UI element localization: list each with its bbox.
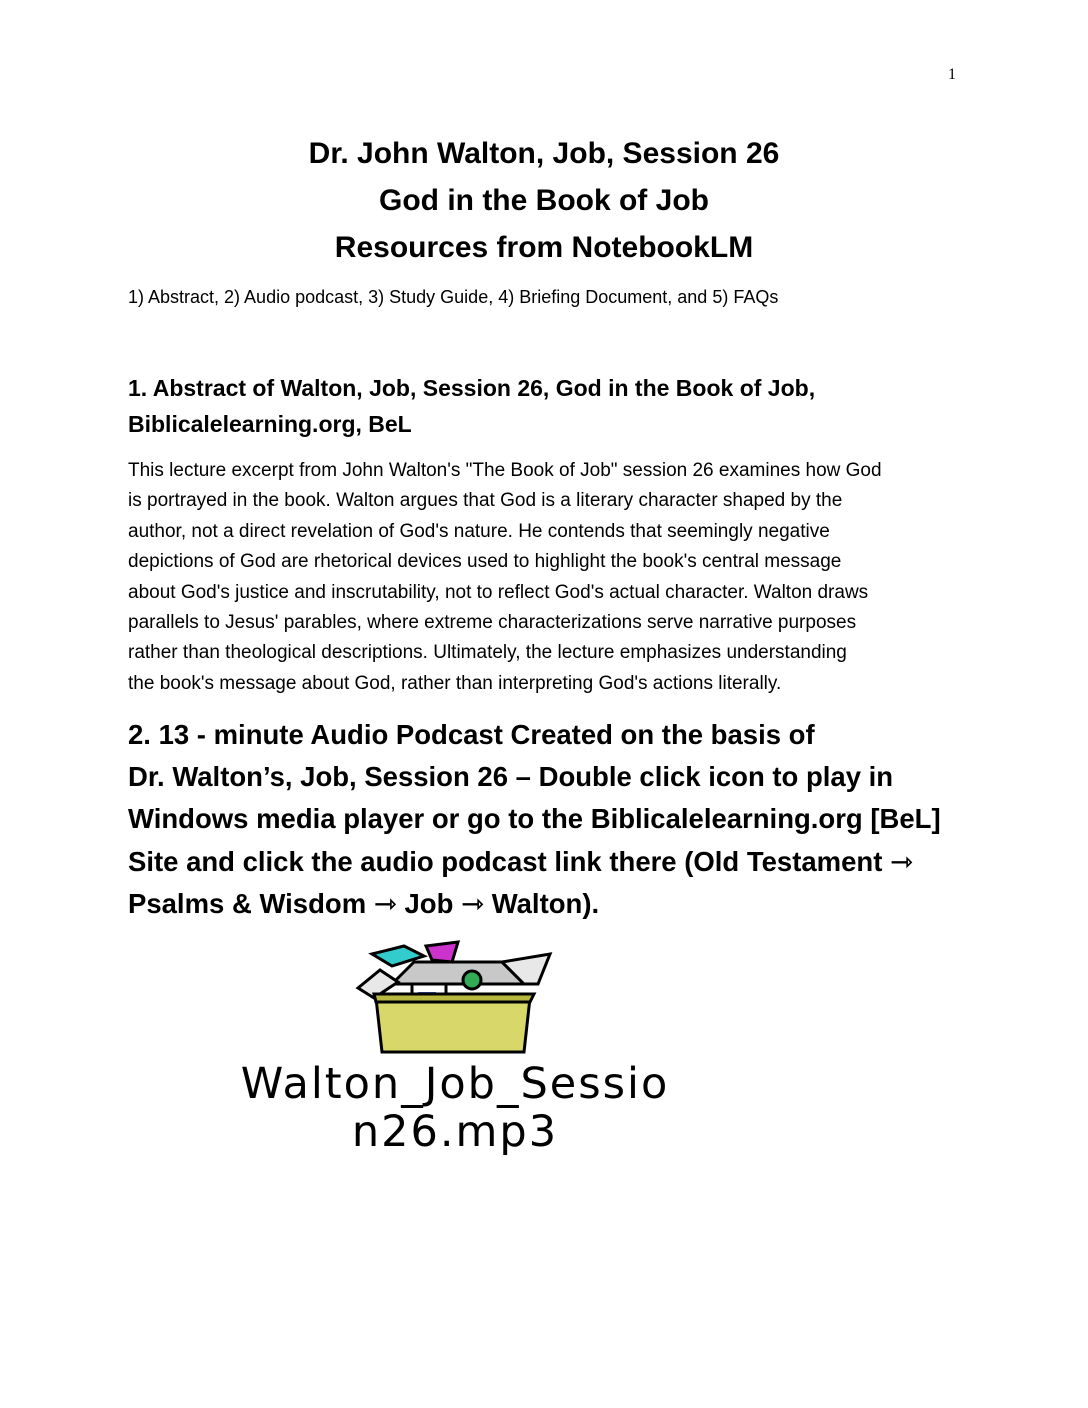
filename-line-1: Walton_Job_Sessio: [240, 1059, 670, 1109]
section-1-heading-line-1: 1. Abstract of Walton, Job, Session 26, God in the Book of Job,: [128, 375, 816, 401]
section-2-line-4-text: Site and click the audio podcast link there (Old Testament: [128, 845, 883, 877]
section-2-line-4: [128, 841, 988, 883]
section-1-heading-line-2: Biblicalelearning.org, BeL: [128, 411, 412, 437]
audio-attachment-package-icon[interactable]: [354, 940, 556, 1058]
abstract-paragraph: [128, 456, 968, 699]
breadcrumb-job: Job: [404, 887, 454, 919]
abstract-line: depictions of God are rhetorical devices used to highlight the book's central message: [128, 551, 842, 573]
abstract-line: author, not a direct revelation of God's nature. He contends that seemingly negative: [128, 520, 830, 542]
package-icon: [354, 940, 556, 1058]
section-2-line-5: [128, 883, 988, 925]
section-2-line-1: 2. 13 - minute Audio Podcast Created on the basis of: [128, 719, 815, 750]
section-2-line-3: Windows media player or go to the Biblicalelearning.org [BeL]: [128, 803, 941, 835]
page-number: 1: [948, 66, 956, 83]
abstract-line: parallels to Jesus' parables, where extreme characterizations serve narrative purposes: [128, 612, 857, 634]
abstract-line: the book's message about God, rather than interpreting God's actions literally.: [128, 672, 782, 694]
title-line-1: Dr. John Walton, Job, Session 26: [308, 137, 780, 170]
right-arrow-icon: ⇾: [373, 887, 397, 920]
section-2-heading: [128, 714, 988, 925]
title-line-3: Resources from NotebookLM: [334, 231, 754, 264]
section-1-heading: [128, 370, 968, 442]
breadcrumb-psalms-wisdom: Psalms & Wisdom: [128, 887, 367, 919]
contents-line: 1) Abstract, 2) Audio podcast, 3) Study Guide, 4) Briefing Document, and 5) FAQs: [128, 287, 779, 307]
document-title: [0, 130, 1088, 271]
right-arrow-icon: ⇾: [461, 887, 485, 920]
filename-line-2: n26.mp3: [351, 1107, 559, 1157]
breadcrumb-walton: Walton).: [491, 887, 600, 919]
abstract-line: This lecture excerpt from John Walton's "The Book of Job" session 26 examines how God: [128, 460, 882, 481]
title-line-2: God in the Book of Job: [379, 184, 709, 217]
right-arrow-icon: ⇾: [890, 845, 914, 878]
abstract-line: is portrayed in the book. Walton argues that God is a literary character shaped by the: [128, 490, 843, 512]
section-2-line-2: Dr. Walton’s, Job, Session 26 – Double click icon to play in: [128, 761, 894, 793]
audio-filename-label[interactable]: [120, 1060, 790, 1156]
abstract-line: about God's justice and inscrutability, not to reflect God's actual character. Walton draws: [128, 581, 869, 603]
abstract-line: rather than theological descriptions. Ultimately, the lecture emphasizes understanding: [128, 642, 847, 664]
